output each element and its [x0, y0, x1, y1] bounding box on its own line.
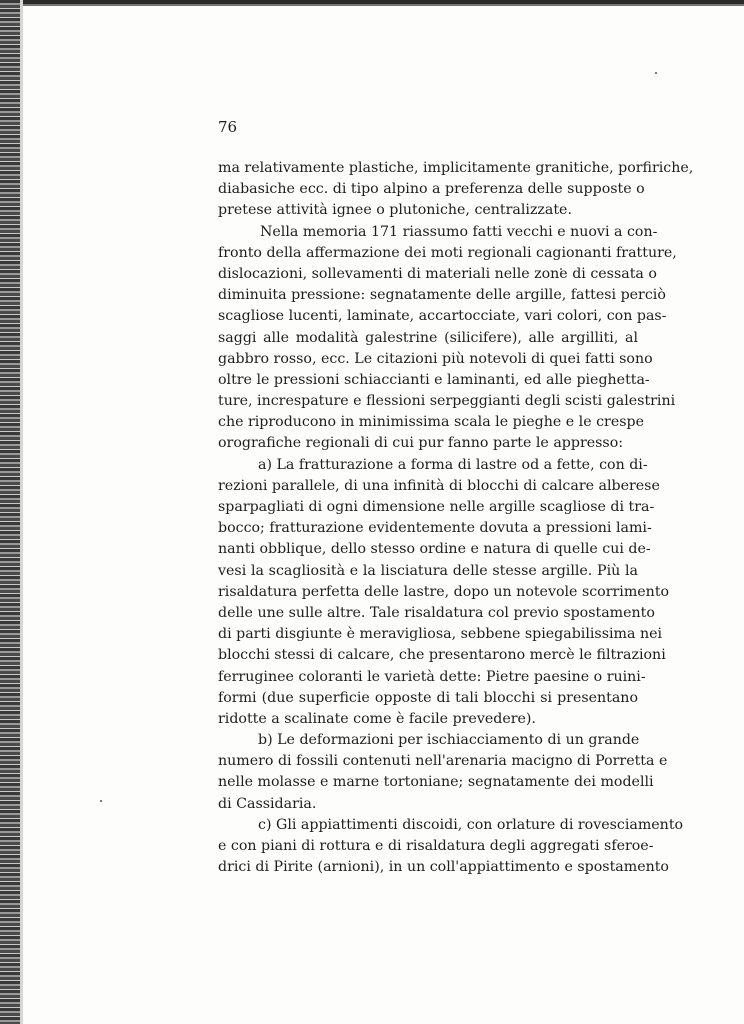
text-line: Nella memoria 171 riassumo fatti vecchi e nuovi a con- — [260, 223, 658, 240]
text-line: nanti obblique, dello stesso ordine e natura di quelle cui de- — [218, 541, 651, 558]
text-line: risaldatura perfetta delle lastre, dopo un notevole scorrimento — [218, 583, 670, 600]
text-line: saggi alle modalità galestrine (silicifere), alle argilliti, al — [218, 329, 638, 346]
text-line: oltre le pressioni schiaccianti e laminanti, ed alle pieghetta- — [218, 371, 650, 388]
spine-shadow — [20, 0, 23, 1024]
text-line: diabasiche ecc. di tipo alpino a preferenza delle supposte o — [218, 181, 645, 198]
text-line: scagliose lucenti, laminate, accartocciate, vari colori, con pas- — [218, 308, 667, 325]
text-line: ture, increspature e flessioni serpeggianti degli scisti galestrini — [218, 393, 676, 410]
text-line: bocco; fratturazione evidentemente dovuta a pressioni lami- — [218, 520, 652, 537]
text-line: di Cassidaria. — [218, 795, 317, 812]
text-line: ridotte a scalinate come è facile prevedere). — [218, 710, 536, 727]
text-line: c) Gli appiattimenti discoidi, con orlature di rovesciamento — [258, 816, 684, 833]
text-line: ma relativamente plastiche, implicitamente granitiche, porfiriche, — [218, 160, 694, 176]
speck — [655, 72, 657, 74]
text-line: orografiche regionali di cui pur fanno parte le appresso: — [218, 435, 624, 452]
text-line: pretese attività ignee o plutoniche, centralizzate. — [218, 202, 572, 219]
text-line: che riproducono in minimissima scala le pieghe e le crespe — [218, 414, 644, 431]
text-line: dislocazioni, sollevamenti di materiali nelle zone di cessata o — [218, 265, 657, 282]
book-spine-edge — [0, 0, 20, 1024]
text-line: b) Le deformazioni per ischiacciamento di un grande — [258, 732, 640, 749]
text-line: delle une sulle altre. Tale risaldatura col previo spostamento — [218, 604, 655, 621]
text-line: nelle molasse e marne tortoniane; segnatamente dei modelli — [218, 774, 654, 791]
text-line: diminuita pressione: segnatamente delle argille, fattesi perciò — [218, 287, 666, 304]
text-line: vesi la scagliosità e la lisciatura delle stesse argille. Più la — [218, 562, 638, 579]
text-line: a) La fratturazione a forma di lastre od a fette, con di- — [258, 456, 648, 473]
speck — [100, 800, 102, 802]
text-line: sparpagliati di ogni dimensione nelle argille scagliose di tra- — [218, 499, 655, 515]
text-line: ferruginee coloranti le varietà dette: Pietre paesine o ruini- — [218, 668, 646, 685]
text-line: blocchi stessi di calcare, che presentarono mercè le filtrazioni — [218, 647, 666, 664]
text-line: fronto della affermazione dei moti regionali cagionanti fratture, — [218, 244, 677, 261]
body-text — [218, 158, 694, 878]
text-line: gabbro rosso, ecc. Le citazioni più notevoli di quei fatti sono — [218, 350, 653, 367]
text-line: drici di Pirite (arnioni), in un coll'appiattimento e spostamento — [218, 859, 669, 876]
page-number: 76 — [218, 118, 238, 136]
scan-top-border — [0, 0, 744, 10]
text-line: numero di fossili contenuti nell'arenaria macigno di Porretta e — [218, 753, 668, 770]
text-line: e con piani di rottura e di risaldatura degli aggregati sferoe- — [218, 838, 654, 854]
text-line: di parti disgiunte è meravigliosa, sebbene spiegabilissima nei — [218, 626, 663, 643]
text-line: formi (due superficie opposte di tali blocchi si presentano — [218, 689, 638, 706]
text-line: rezioni parallele, di una infinità di blocchi di calcare alberese — [218, 477, 660, 494]
